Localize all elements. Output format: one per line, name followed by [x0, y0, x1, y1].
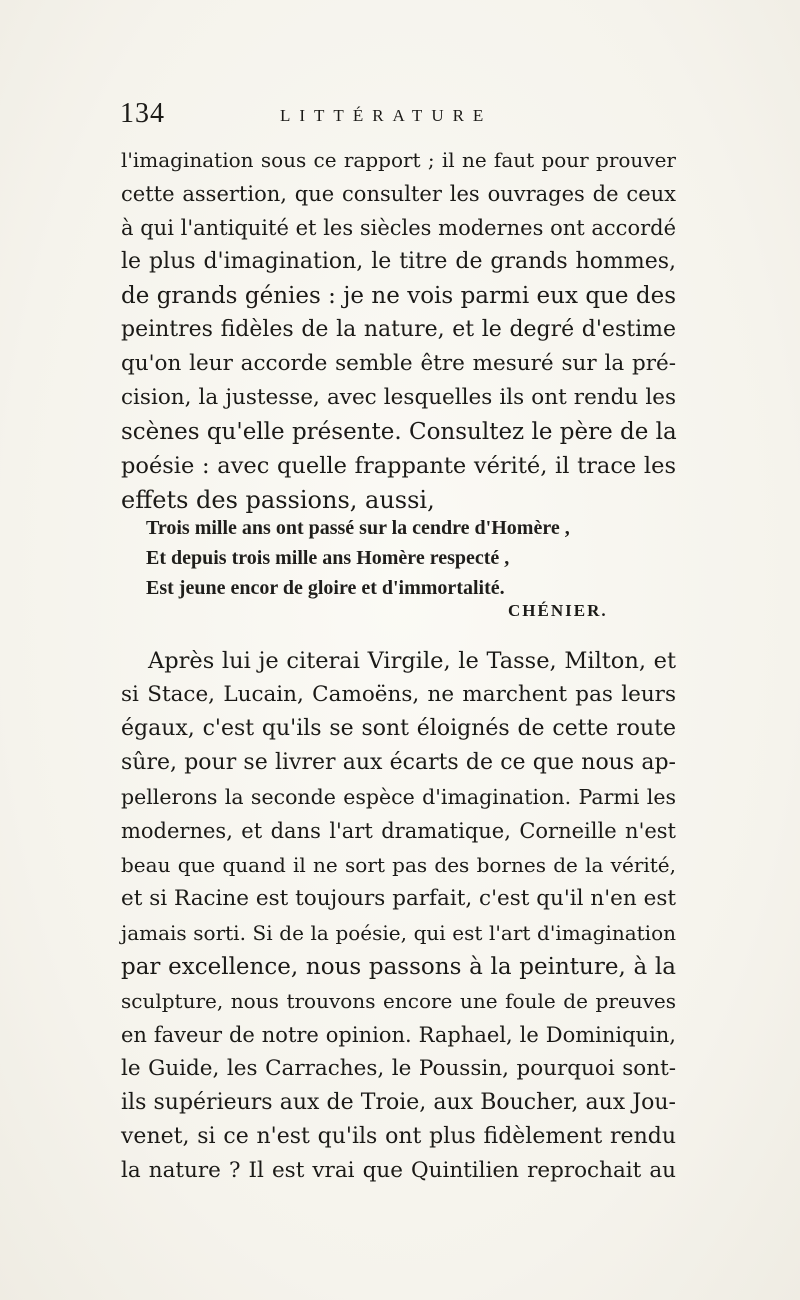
- body-line: effets des passions, aussi,: [121, 486, 435, 514]
- page-number: 134: [120, 98, 165, 129]
- body-line: et si Racine est toujours parfait, c'est qu'il n'en est: [121, 886, 676, 911]
- body-line: la nature ? Il est vrai que Quintilien reprochait au: [121, 1158, 676, 1183]
- body-line: de grands génies : je ne vois parmi eux que des: [121, 283, 676, 309]
- body-line: égaux, c'est qu'ils se sont éloignés de cette route: [121, 716, 676, 741]
- page-header: [120, 98, 690, 138]
- verse-line: Et depuis trois mille ans Homère respecté ,: [146, 547, 510, 569]
- body-line: scènes qu'elle présente. Consultez le père de la: [121, 419, 677, 445]
- body-line: jamais sorti. Si de la poésie, qui est l'art d'imagination: [121, 921, 676, 945]
- body-line: ils supérieurs aux de Troie, aux Boucher, aux Jou-: [121, 1090, 676, 1115]
- body-line: par excellence, nous passons à la peinture, à la: [121, 954, 676, 980]
- running-title: LITTÉRATURE: [280, 106, 493, 125]
- body-line: en faveur de notre opinion. Raphael, le Dominiquin,: [121, 1023, 676, 1047]
- body-line: modernes, et dans l'art dramatique, Corneille n'est: [121, 819, 676, 843]
- body-line: cette assertion, que consulter les ouvrages de ceux: [121, 182, 676, 206]
- body-line: l'imagination sous ce rapport ; il ne faut pour prouver: [121, 148, 676, 172]
- verse-line: Trois mille ans ont passé sur la cendre d'Homère ,: [146, 517, 570, 539]
- body-line: beau que quand il ne sort pas des bornes de la vérité,: [121, 853, 676, 877]
- body-line: peintres fidèles de la nature, et le degré d'estime: [121, 317, 676, 342]
- body-line: pellerons la seconde espèce d'imagination. Parmi les: [121, 785, 676, 809]
- body-line: qu'on leur accorde semble être mesuré sur la pré-: [121, 351, 676, 376]
- verse-attribution: CHÉNIER.: [508, 601, 608, 620]
- body-line: cision, la justesse, avec lesquelles ils ont rendu les: [121, 385, 676, 410]
- body-line: sûre, pour se livrer aux écarts de ce que nous ap-: [121, 750, 676, 775]
- body-line: Après lui je citerai Virgile, le Tasse, Milton, et: [148, 648, 676, 674]
- body-line: à qui l'antiquité et les siècles modernes ont accordé: [121, 216, 676, 240]
- body-line: sculpture, nous trouvons encore une foule de preuves: [121, 989, 676, 1013]
- body-line: le Guide, les Carraches, le Poussin, pourquoi sont-: [121, 1056, 676, 1081]
- body-line: poésie : avec quelle frappante vérité, il trace les: [121, 453, 676, 479]
- body-line: le plus d'imagination, le titre de grands hommes,: [121, 249, 676, 274]
- verse-line: Est jeune encor de gloire et d'immortalité.: [146, 577, 505, 599]
- body-line: venet, si ce n'est qu'ils ont plus fidèlement rendu: [121, 1124, 676, 1149]
- body-line: si Stace, Lucain, Camoëns, ne marchent pas leurs: [121, 682, 676, 707]
